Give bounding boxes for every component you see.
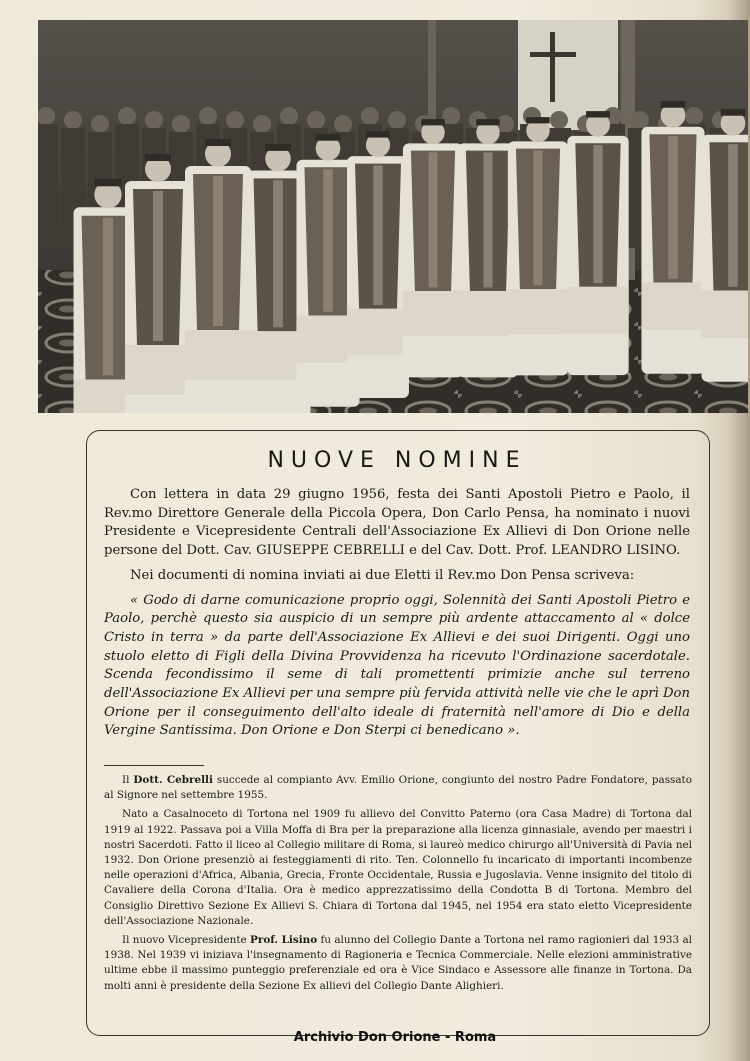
priest-hair <box>721 109 746 116</box>
priests-group <box>38 101 748 413</box>
footnote-divider <box>104 765 204 766</box>
article-title: NUOVE NOMINE <box>267 448 527 473</box>
note-text: succede al compianto Avv. Emilio Orione, congiunto del nostro Padre Fondatore, passato al Signore nel settembre 1955. <box>104 774 692 802</box>
priest-lace <box>347 309 409 356</box>
background-figure <box>145 111 163 129</box>
priest-stole <box>668 136 678 279</box>
priest-hair <box>476 119 499 125</box>
priest-stole <box>429 152 438 287</box>
background-figure <box>361 107 379 125</box>
background-figure <box>91 115 109 133</box>
background-figure <box>172 115 190 133</box>
priest-hair <box>526 117 549 123</box>
note-cebrelli-intro <box>104 773 692 803</box>
background-figure <box>685 107 703 125</box>
priest-hair <box>661 101 686 108</box>
priest-hair <box>94 179 121 186</box>
priest-hair <box>366 131 390 138</box>
note-text: fu alunno del Collegio Dante a Tortona nel ramo ragionieri dal 1933 al 1938. Nel 1939 vi iniziava l'insegnamento di Ragioneria e Tecnica Commerciale. Nelle elezioni amministrative ultime ebbe il massimo punteggio preferenziale ed ora è Vice Sindaco e Assessore alle finanze in Tortona. Da molti anni è presidente della Sezione Ex allievi del Collegio Dante Alighieri. <box>104 934 692 992</box>
priest-hair <box>205 139 231 146</box>
background-figure <box>253 115 271 133</box>
priest-stole <box>273 180 283 327</box>
background-figure <box>442 107 460 125</box>
background-figure <box>38 124 58 244</box>
paragraph-letter-intro: Nei documenti di nomina inviati ai due Eletti il Rev.mo Don Pensa scriveva: <box>130 567 635 583</box>
priest-stole <box>534 150 543 285</box>
ordination-photo <box>38 20 748 413</box>
priest-stole <box>373 165 382 304</box>
background-figure <box>334 115 352 133</box>
background-figure <box>118 107 136 125</box>
note-text: Il <box>122 774 134 786</box>
background-figure <box>199 107 217 125</box>
priest-stole <box>103 218 114 375</box>
priest-hair <box>265 144 290 151</box>
note-name-cebrelli: Dott. Cebrelli <box>133 774 213 786</box>
background-figure <box>64 111 82 129</box>
priest-lace <box>641 283 704 331</box>
priest-lace <box>508 289 568 334</box>
crucifix-icon <box>550 32 555 102</box>
background-figure <box>280 107 298 125</box>
archive-caption: Archivio Don Orione - Roma <box>293 1030 497 1045</box>
priest-lace <box>185 330 251 380</box>
priest-hair <box>145 154 171 161</box>
priest-hair <box>421 119 444 125</box>
biographical-notes <box>104 773 692 998</box>
background-figure <box>226 111 244 129</box>
priest-lace <box>403 291 463 336</box>
quote-don-pensa: « Godo di darne comunicazione proprio oggi, Solennità dei Santi Apostoli Pietro e Paolo, perchè questo sia auspicio di un sempre più ardente attaccamento al « dolce Cristo in terra » da parte dell'Associazione Ex Allievi e dei suoi Dirigenti. Oggi uno stuolo eletto di Figli della Divina Provvidenza ha ricevuto l'Ordinazione sacerdotale. Scenda fecondissimo il seme di tali promettenti primizie anche sul terreno dell'Associazione Ex Allievi per una sempre più fervida attività nelle vie che le aprì Don Orione per il conseguimento dell'alto ideale di fraternità nell'amore di Dio e della Vergine Santissima. Don Orione e Don Sterpi ci benedicano ». <box>104 592 690 739</box>
priest-lace <box>125 345 191 395</box>
note-text: Il nuovo Vicepresidente <box>122 934 251 947</box>
background-figure <box>307 111 325 129</box>
article-body <box>104 486 690 741</box>
photo-illustration <box>38 20 748 413</box>
priest-hair <box>316 134 341 141</box>
priest-lace <box>567 287 628 333</box>
note-lisino-bio <box>104 933 692 994</box>
note-name-lisino: Prof. Lisino <box>250 934 318 947</box>
priest-stole <box>593 145 602 283</box>
priest-stole <box>728 144 738 287</box>
priest-stole <box>484 152 493 287</box>
priest-stole <box>213 176 223 326</box>
background-figure <box>388 111 406 129</box>
priest-stole <box>323 169 333 312</box>
background-figure <box>550 111 568 129</box>
priest-stole <box>153 191 163 341</box>
note-cebrelli-bio: Nato a Casalnoceto di Tortona nel 1909 fu allievo del Convitto Paterno (ora Casa Madre) di Tortona dal 1919 al 1922. Passava poi a Villa Moffa di Bra per la preparazione alla licenza ginnasiale, avendo per maestri i nostri Sacerdoti. Fatto il liceo al Collegio militare di Roma, si laureò medico chirurgo all'Università di Pavia nel 1932. Don Orione presenziò ai festeggiamenti di rito. Ten. Colonnello fu incaricato di importanti incombenze nelle operazioni d'Africa, Albania, Grecia, Fronte Occidentale, Russia e Jugoslavia. Venne insignito del titolo di Cavaliere della Corona d'Italia. Ora è medico apprezzatissimo della Condotta B di Tortona. Membro del Consiglio Direttivo Sezione Ex Allievi S. Chiara di Tortona dal 1945, nel 1954 era stato eletto Vicepresidente dell'Associazione Nazionale. <box>104 808 692 927</box>
priest-lace <box>701 291 748 339</box>
background-figure <box>631 111 649 129</box>
paragraph-appointment: Con lettera in data 29 giugno 1956, festa dei Santi Apostoli Pietro e Paolo, il Rev.mo Direttore Generale della Piccola Opera, Don Carlo Pensa, ha nominato i nuovi Presidente e Vicepresidente Centrali dell'Associazione Ex Allievi di Don Orione nelle persone del Dott. Cav. GIUSEPPE CEBRELLI e del Cav. Dott. Prof. LEANDRO LISINO. <box>104 487 690 559</box>
priest-hair <box>586 111 610 117</box>
